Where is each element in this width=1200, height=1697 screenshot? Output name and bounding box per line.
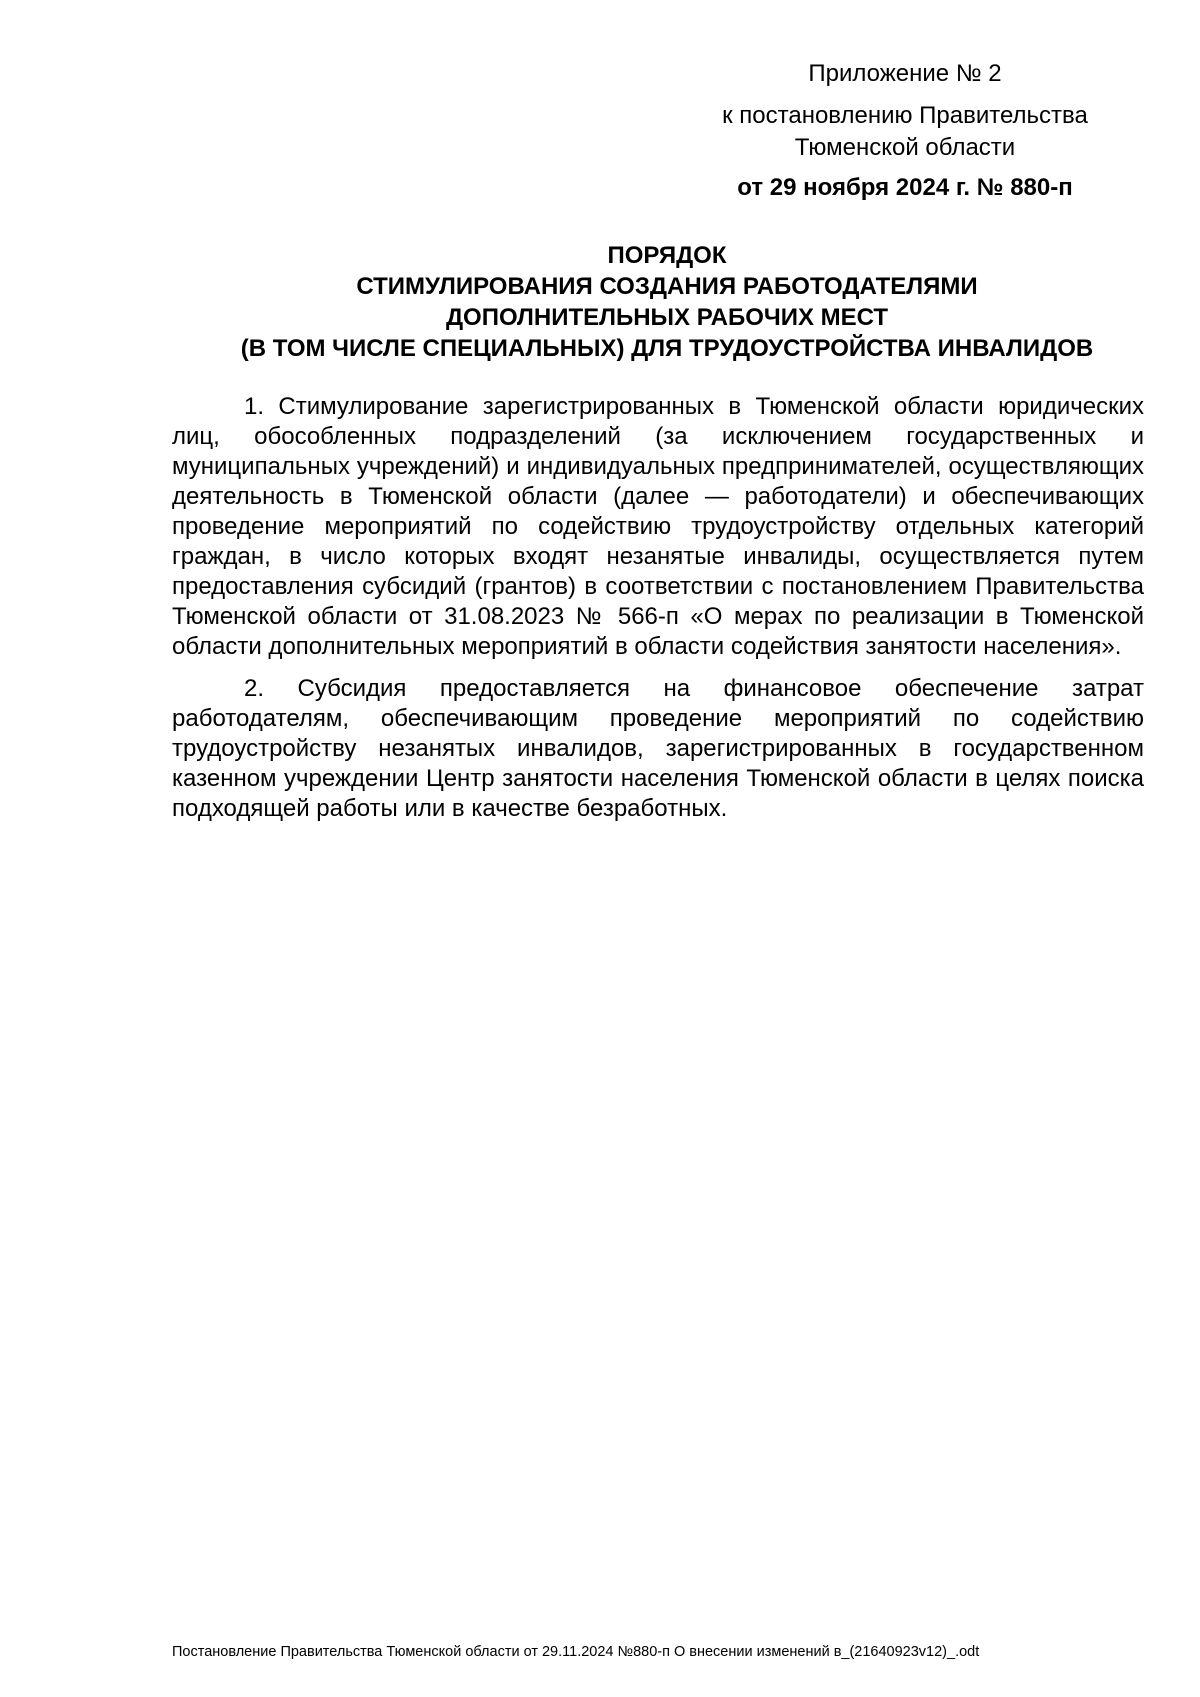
- document-title-line-2: СТИМУЛИРОВАНИЯ СОЗДАНИЯ РАБОТОДАТЕЛЯМИ: [356, 273, 978, 300]
- paragraph-2-number: 2.: [244, 675, 265, 702]
- paragraph-2-text: Субсидия предоставляется на финансовое обеспечение затрат работодателям, обеспечивающим проведение мероприятий по содействию трудоустройству незанятых инвалидов, зарегистрированных в государственном казенном учреждении Центр занятости населения Тюменской области в целях поиска подходящей работы или в качестве безработных.: [172, 675, 1144, 822]
- document-title-line-4: (В ТОМ ЧИСЛЕ СПЕЦИАЛЬНЫХ) ДЛЯ ТРУДОУСТРОЙСТВА ИНВАЛИДОВ: [240, 335, 1094, 362]
- document-title-line-1: ПОРЯДОК: [607, 242, 727, 269]
- paragraph-1-number: 1.: [244, 393, 265, 420]
- appendix-reference: [690, 100, 1120, 164]
- document-body: [172, 392, 1144, 836]
- appendix-reference-line-2: Тюменской области: [794, 134, 1016, 161]
- document-title: [172, 240, 1162, 364]
- document-title-line-3: ДОПОЛНИТЕЛЬНЫХ РАБОЧИХ МЕСТ: [445, 304, 889, 331]
- appendix-date-number: от 29 ноября 2024 г. № 880-п: [737, 174, 1073, 201]
- paragraph-1: [172, 392, 1144, 662]
- appendix-title: Приложение № 2: [808, 60, 1002, 87]
- paragraph-1-text: Стимулирование зарегистрированных в Тюменской области юридических лиц, обособленных подразделений (за исключением государственных и муниципальных учреждений) и индивидуальных предпринимателей, осуществляющих деятельность в Тюменской области (далее — работодатели) и обеспечивающих проведение мероприятий по содействию трудоустройству отдельных категорий граждан, в число которых входят незанятые инвалиды, осуществляется путем предоставления субсидий (грантов) в соответствии с постановлением Правительства Тюменской области от 31.08.2023 № 566-п «О мерах по реализации в Тюменской области дополнительных мероприятий в области содействия занятости населения».: [172, 393, 1144, 660]
- page-footer: Постановление Правительства Тюменской области от 29.11.2024 №880-п О внесении изменений в_(21640923v12)_.odt: [172, 1644, 980, 1660]
- appendix-reference-line-1: к постановлению Правительства: [722, 102, 1088, 129]
- paragraph-2: [172, 674, 1144, 824]
